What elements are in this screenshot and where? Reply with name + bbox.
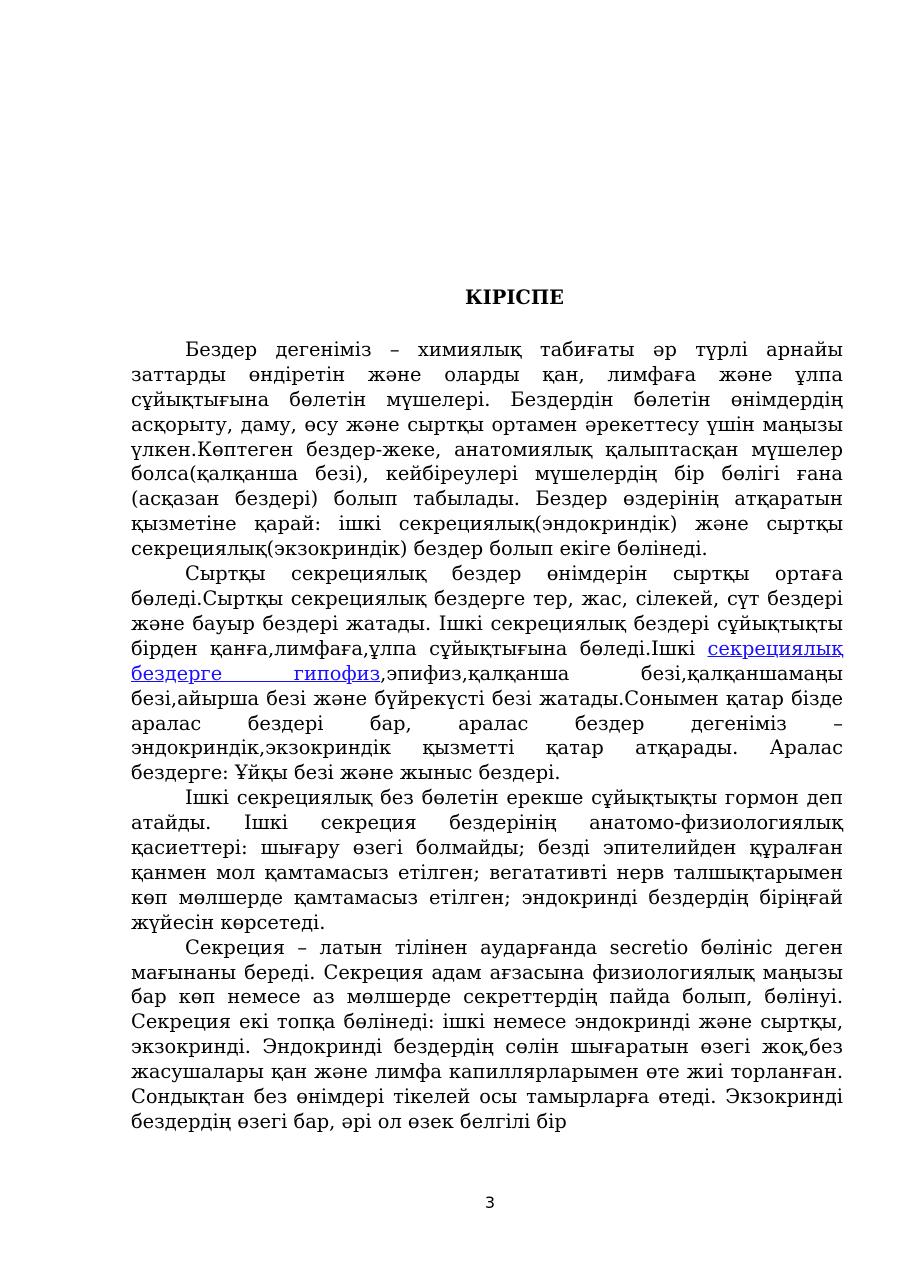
paragraph-4: Секреция – латын тілінен аударғанда secretio бөлініс деген мағынаны береді. Секреция адам ағзасына физиологиялық маңызы бар көп немесе аз мөлшерде секреттердің пайда болып, бөлінуі. Секреция екі топқа бөлінеді: ішкі немесе эндокринді және сыртқы, экзокринді. Эндокринді бездердің сөлін шығаратын өзегі жоқ,без жасушалары қан және лимфа капиллярларымен өте жиі торланған. Сондықтан без өнімдері тікелей осы тамырларға өтеді. Экзокринді бездердің өзегі бар, әрі ол өзек белгілі бір — [131, 935, 843, 1133]
paragraph-1: Бездер дегеніміз – химиялық табиғаты әр түрлі арнайы заттарды өндіретін және оларды қан, лимфаға және ұлпа сұйықтығына бөлетін мүшелері. Бездердін бөлетін өнімдердің асқорыту, даму, өсу және сыртқы ортамен әрекеттесу үшін маңызы үлкен.Көптеген бездер-жеке, анатомиялық қалыптасқан мүшелер болса(қалқанша безі), кейбіреулері мүшелердің бір бөлігі ғана (асқазан бездері) болып табылады. Бездер өздерінің атқаратын қызметіне қарай: ішкі секрециялық(эндокриндік) және сыртқы секрециялық(экзокриндік) бездер болып екіге бөлінеді. — [131, 337, 843, 561]
page-title: КІРІСПЕ — [465, 286, 564, 309]
paragraph-2-text-start: Сыртқы секрециялық бездер өнімдерін сыртқы ортаға бөледі.Сыртқы секрециялық бездерге тер, жас, сілекей, сүт бездері және бауыр бездері жатады. Ішкі секрециялық бездері сұйықтықты бірден қанға,лимфаға,ұлпа сұйықтығына бөледі.Ішкі — [131, 562, 843, 660]
document-body — [131, 286, 843, 1135]
hyperlink-endocrine-glands[interactable]: секрециялық бездерге гипофиз — [131, 636, 843, 685]
paragraph-3: Ішкі секрециялық без бөлетін ерекше сұйықтықты гормон деп атайды. Ішкі секреция бездерінің анатомо-физиологиялық қасиеттері: шығару өзегі болмайды; безді эпителийден құралған қанмен мол қамтамасыз етілген; вегатативті нерв талшықтарымен көп мөлшерде қамтамасыз етілген; эндокринді бездердің біріңғай жүйесін көрсетеді. — [131, 786, 843, 934]
paragraph-2-text-end: ,эпифиз,қалқанша безі,қалқаншамаңы безі,айырша безі және бүйрекүсті безі жатады.Сонымен қатар бізде аралас бездері бар, аралас бездер дегеніміз – эндокриндік,экзокриндік қызметті қатар атқарады. Аралас бездерге: Ұйқы безі және жыныс бездері. — [131, 661, 843, 785]
page-number: 3 — [484, 1193, 496, 1212]
paragraph-2 — [131, 562, 843, 786]
